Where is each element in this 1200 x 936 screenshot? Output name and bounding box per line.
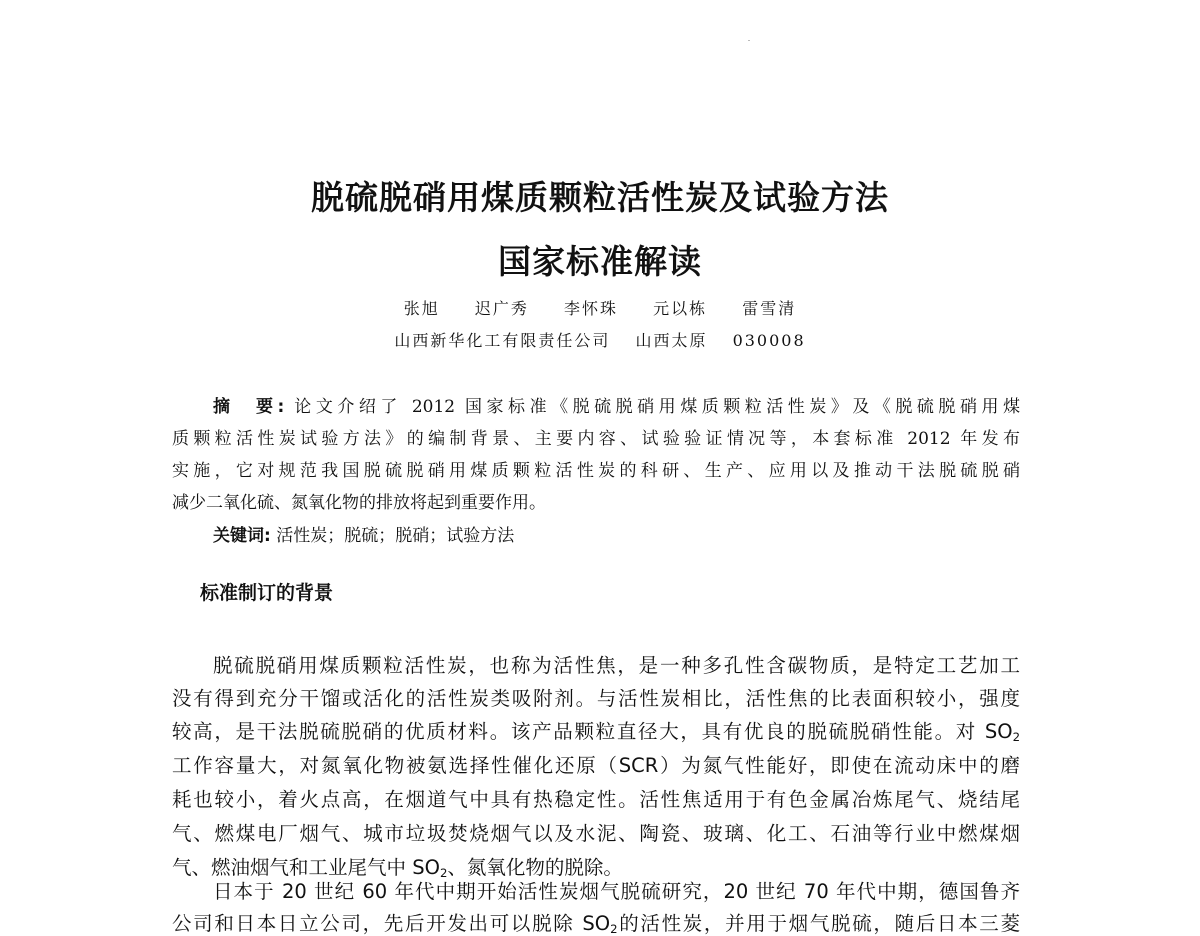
authors	[0, 296, 1200, 319]
body-line: 日本于 20 世纪 60 年代中期开始活性炭烟气脱硫研究，20 世纪 70 年代中期，德国鲁齐	[213, 880, 1020, 903]
author: 迟广秀	[474, 299, 529, 318]
body-line: 耗也较小，着火点高，在烟道气中具有热稳定性。活性焦适用于有色金属冶炼尾气、烧结尾	[172, 788, 1020, 811]
author: 李怀珠	[563, 299, 618, 318]
body-line: 没有得到充分干馏或活化的活性炭类吸附剂。与活性炭相比，活性焦的比表面积较小，强度	[172, 687, 1020, 710]
body-line: 脱硫脱硝用煤质颗粒活性炭，也称为活性焦，是一种多孔性含碳物质，是特定工艺加工	[213, 654, 1020, 677]
abstract-line: 质颗粒活性炭试验方法》的编制背景、主要内容、试验验证情况等，本套标准 2012 年发布	[172, 429, 1020, 449]
affiliation-org: 山西新华化工有限责任公司	[394, 331, 611, 350]
body-line: 工作容量大，对氮氧化物被氨选择性催化还原（SCR）为氮气性能好，即使在流动床中的磨	[172, 754, 1020, 777]
keywords-label: 关键词:	[213, 526, 271, 546]
paper-title-line2: 国家标准解读	[498, 242, 702, 281]
body-line: 较高，是干法脱硫脱硝的优质材料。该产品颗粒直径大，具有优良的脱硫脱硝性能。对 $SO_2$	[172, 720, 1020, 744]
scan-speck	[748, 40, 750, 41]
abstract-line: 减少二氧化硫、氮氧化物的排放将起到重要作用。	[172, 493, 546, 513]
abstract-label: 摘 要:	[213, 397, 285, 417]
affiliation-postcode: 030008	[732, 331, 806, 350]
abstract-line: 摘 要: 论文介绍了 2012 国家标准《脱硫脱硝用煤质颗粒活性炭》及《脱硫脱硝用煤	[213, 397, 1020, 417]
keywords-text: 活性炭；脱硫；脱硝；试验方法	[276, 526, 515, 546]
author: 雷雪清	[742, 299, 797, 318]
author: 元以栋	[653, 299, 708, 318]
abstract-line: 实施，它对规范我国脱硫脱硝用煤质颗粒活性炭的科研、生产、应用以及推动干法脱硫脱硝	[172, 461, 1020, 481]
author: 张旭	[403, 299, 440, 318]
body-line: 气、燃油烟气和工业尾气中 $SO_2$、氮氧化物的脱除。	[172, 856, 623, 880]
body-line: 气、燃煤电厂烟气、城市垃圾焚烧烟气以及水泥、陶瓷、玻璃、化工、石油等行业中燃煤烟	[172, 822, 1020, 845]
keywords	[172, 521, 1020, 546]
section-heading: 标准制订的背景	[200, 582, 334, 604]
paper-title-line1: 脱硫脱硝用煤质颗粒活性炭及试验方法	[311, 178, 889, 217]
affiliation	[0, 328, 1200, 351]
body-line: 公司和日本日立公司，先后开发出可以脱除 $SO_2$的活性炭，并用于烟气脱硫，随后日本三菱	[172, 912, 1020, 936]
affiliation-city: 山西太原	[635, 331, 708, 350]
